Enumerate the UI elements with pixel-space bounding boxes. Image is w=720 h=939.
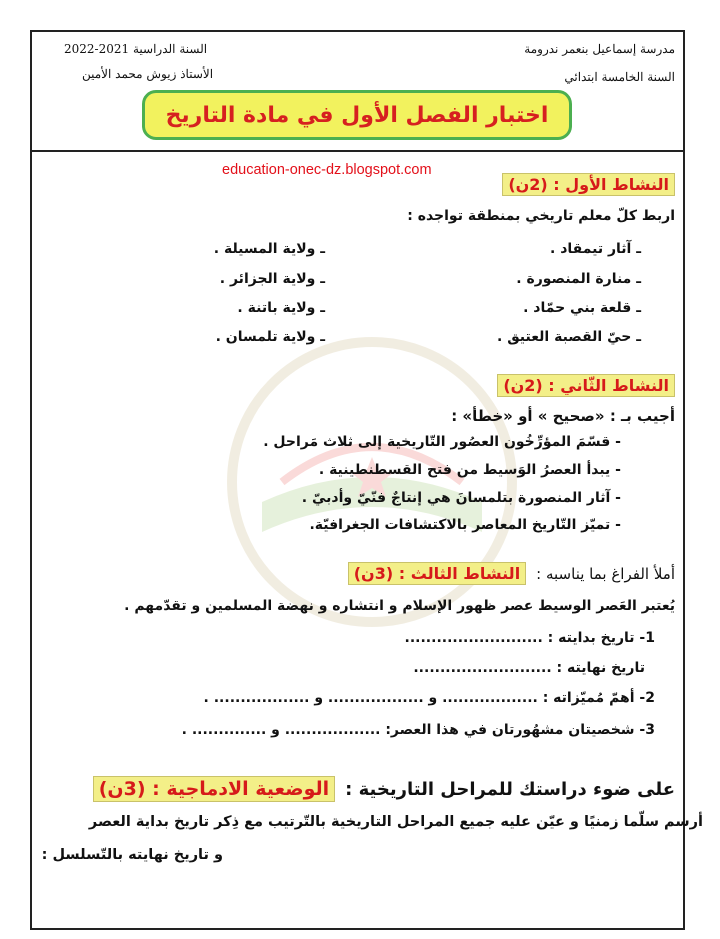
province-4: ـ ولاية تلمسان .: [215, 329, 325, 345]
province-2: ـ ولاية الجزائر .: [219, 271, 325, 287]
landmark-4: ـ حيّ القصبة العتيق .: [497, 329, 641, 345]
activity-2-header: [497, 374, 675, 397]
activity-3-header: [348, 562, 675, 585]
question-2: 2- أهمّ مُميّزاته : .................. و .................. و .................. .: [203, 690, 655, 706]
exam-title-box: [142, 90, 572, 140]
question-1-end: تاريخ نهايته : ..........................: [413, 660, 645, 676]
statement-4: - تميّز التّاريخ المعاصر بالاكتشافات الجغرافيّة.: [309, 517, 621, 533]
question-3: 3- شخصيتان مشهُورتان في هذا العصر: .................. و .............. .: [181, 722, 655, 738]
landmark-3: ـ قلعة بني حمّاد .: [523, 300, 641, 316]
activity-1-instruction: اربط كلّ معلم تاريخي بمنطقة تواجده :: [407, 208, 675, 224]
province-1: ـ ولاية المسيلة .: [213, 241, 325, 257]
province-3: ـ ولاية باتنة .: [237, 300, 325, 316]
teacher-name: الأستاذ زيوش محمد الأمين: [82, 67, 214, 81]
school-name: مدرسة إسماعيل بنعمر ندرومة: [524, 42, 675, 56]
book-logo-icon: [222, 332, 522, 632]
activity-1-header: [502, 173, 675, 196]
exam-page: [30, 30, 703, 930]
activity-3-instruction: أملأ الفراغ بما يناسبه :: [536, 564, 675, 583]
statement-1: - قسّمَ المؤرِّخُون العصُور التّاريخية إلى ثلاث مَراحل .: [263, 434, 621, 450]
blog-url[interactable]: education-onec-dz.blogspot.com: [222, 162, 432, 178]
activity-1-label: النشاط الأول : (2ن): [502, 173, 675, 196]
activity-3-label: النشاط الثالث : (3ن): [348, 562, 526, 585]
header-divider: [32, 150, 683, 152]
statement-2: - يبدأ العصرُ الوَسيط من فتح القسطنطينية .: [318, 462, 621, 478]
landmark-1: ـ آثار تيمقاد .: [550, 241, 641, 257]
integration-line-1: أرسم سلّما زمنيًا و عيّن عليه جميع المراحل التاريخية بالتّرتيب مع ذِكر تاريخ بداية العصر: [88, 814, 703, 830]
question-1-start: 1- تاريخ بدايته : ..........................: [404, 630, 655, 646]
grade-level: السنة الخامسة ابتدائي: [564, 70, 675, 84]
exam-title: اختبار الفصل الأول في مادة التاريخ: [165, 102, 549, 128]
activity-2-label: النشاط الثّاني : (2ن): [497, 374, 675, 397]
integration-header: [93, 776, 675, 802]
activity-2-instruction: أجيب بـ : «صحيح » أو «خطأ» :: [451, 407, 675, 425]
integration-heading: على ضوء دراستك للمراحل التاريخية :: [345, 778, 675, 800]
integration-label: الوضعية الادماجية : (3ن): [93, 776, 335, 802]
school-year: السنة الدراسية 2021-2022: [64, 42, 208, 56]
statement-3: - آثار المنصورة بتلمسانَ هي إنتاجٌ فنّيّ وأدبيّ .: [301, 490, 621, 506]
era-statement: يُعتبر العَصر الوسيط عصر ظهور الإسلام و انتشاره و نهضة المسلمين و تقدّمهم .: [124, 598, 675, 614]
landmark-2: ـ منارة المنصورة .: [516, 271, 641, 287]
integration-line-2: و تاريخ نهايته بالتّسلسل :: [41, 847, 223, 863]
